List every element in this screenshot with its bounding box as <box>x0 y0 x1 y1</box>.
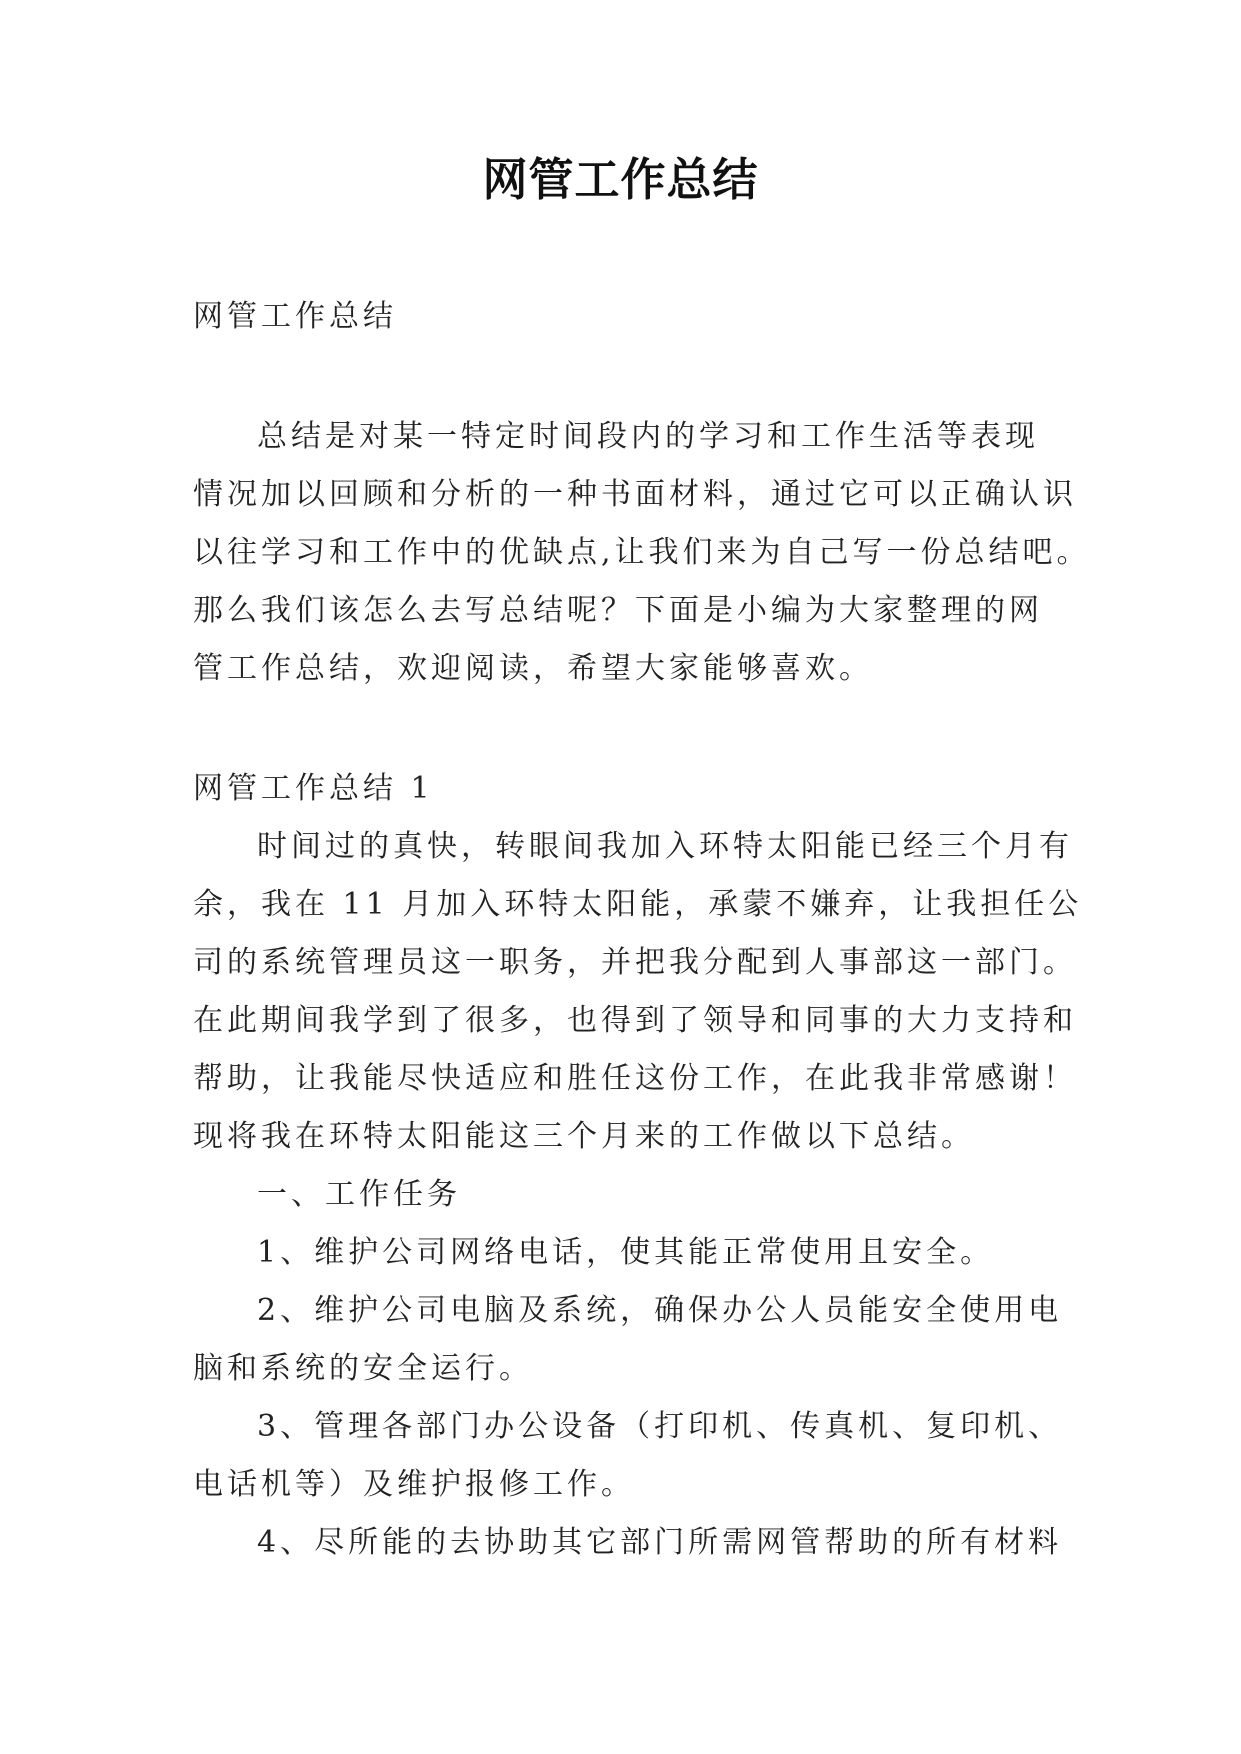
section-body <box>193 818 1083 1572</box>
task-item-continuation: 脑和系统的安全运行。 <box>193 1351 533 1386</box>
intro-paragraph <box>193 408 1091 698</box>
section-line: 司的系统管理员这一职务，并把我分配到人事部这一部门。 <box>193 945 1077 980</box>
task-heading: 一、工作任务 <box>257 1177 461 1212</box>
section-heading: 网管工作总结 1 <box>193 771 434 806</box>
section-line: 在此期间我学到了很多，也得到了领导和同事的大力支持和 <box>193 1003 1077 1038</box>
intro-line: 那么我们该怎么去写总结呢？下面是小编为大家整理的网 <box>193 593 1043 628</box>
subtitle: 网管工作总结 <box>193 299 397 334</box>
task-item: 2、维护公司电脑及系统，确保办公人员能安全使用电 <box>257 1293 1063 1328</box>
task-item: 4、尽所能的去协助其它部门所需网管帮助的所有材料 <box>257 1525 1063 1560</box>
intro-line: 总结是对某一特定时间段内的学习和工作生活等表现 <box>257 419 1039 454</box>
section-line: 余，我在 11 月加入环特太阳能，承蒙不嫌弃，让我担任公 <box>193 887 1083 922</box>
intro-line: 以往学习和工作中的优缺点,让我们来为自己写一份总结吧。 <box>193 535 1091 570</box>
intro-line: 情况加以回顾和分析的一种书面材料，通过它可以正确认识 <box>193 477 1077 512</box>
task-item: 1、维护公司网络电话，使其能正常使用且安全。 <box>257 1235 995 1270</box>
section-line: 现将我在环特太阳能这三个月来的工作做以下总结。 <box>193 1119 975 1154</box>
intro-line: 管工作总结，欢迎阅读，希望大家能够喜欢。 <box>193 651 873 686</box>
section-line: 时间过的真快，转眼间我加入环特太阳能已经三个月有 <box>257 829 1073 864</box>
task-item-continuation: 电话机等）及维护报修工作。 <box>193 1467 635 1502</box>
task-item: 3、管理各部门办公设备（打印机、传真机、复印机、 <box>257 1409 1063 1444</box>
section-line: 帮助，让我能尽快适应和胜任这份工作，在此我非常感谢！ <box>193 1061 1077 1096</box>
document-title: 网管工作总结 <box>482 153 759 206</box>
